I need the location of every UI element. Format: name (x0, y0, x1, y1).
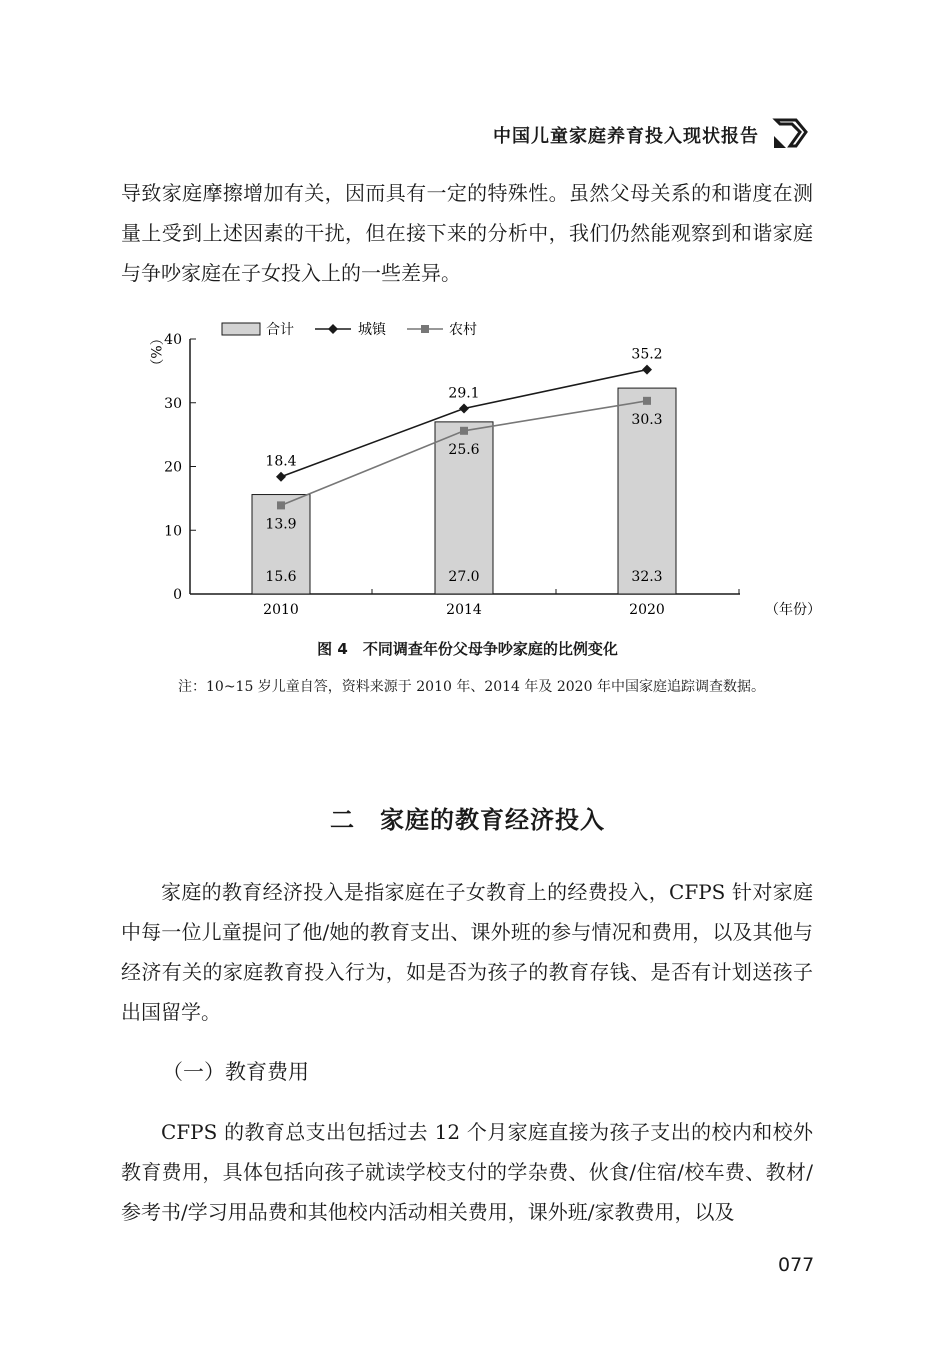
figure-caption: 图 4 不同调查年份父母争吵家庭的比例变化 (317, 640, 618, 658)
urban-value-label: 18.4 (265, 453, 297, 470)
y-axis-label: （%） (147, 331, 163, 373)
y-tick-label: 30 (164, 395, 182, 412)
intro-paragraph: 导致家庭摩擦增加有关，因而具有一定的特殊性。虽然父母关系的和谐度在测量上受到上述因素的干扰，但在接下来的分析中，我们仍然能观察到和谐家庭与争吵家庭在子女投入上的一些差异。 (121, 181, 813, 285)
x-category-label: 2020 (629, 602, 665, 618)
bar-value-label: 32.3 (631, 569, 663, 585)
bar-value-label: 15.6 (265, 569, 297, 585)
chapter-arrow-icon (770, 112, 814, 152)
legend-label-urban: 城镇 (358, 322, 386, 338)
urban-value-label: 29.1 (448, 385, 480, 402)
figure-note: 注：10~15 岁儿童自答，资料来源于 2010 年、2014 年及 2020 年中国家庭追踪调查数据。 (178, 679, 765, 695)
urban-point-marker (459, 403, 469, 413)
urban-point-marker (642, 365, 652, 375)
bar-value-label: 27.0 (448, 569, 480, 585)
legend-label-total: 合计 (266, 322, 294, 338)
rural-point-marker (460, 427, 468, 435)
x-axis-label: （年份） (765, 602, 821, 618)
x-category-label: 2014 (446, 602, 482, 618)
rural-value-label: 30.3 (631, 411, 663, 428)
rural-value-label: 13.9 (265, 516, 297, 533)
y-tick-label: 20 (164, 459, 182, 476)
legend-swatch-total (222, 323, 260, 335)
rural-point-marker (643, 397, 651, 405)
bar-line-chart (125, 312, 821, 632)
running-header-title: 中国儿童家庭养育投入现状报告 (493, 126, 759, 147)
legend-marker-urban (328, 324, 338, 334)
section-paragraph: 家庭的教育经济投入是指家庭在子女教育上的经费投入，CFPS 针对家庭中每一位儿童提问了他/她的教育支出、课外班的参与情况和费用，以及其他与经济有关的家庭教育投入行为，如是否为孩子的教育存钱、是否有计划送孩子出国留学。 (121, 880, 813, 1024)
rural-value-label: 25.6 (448, 441, 480, 458)
y-tick-label: 40 (164, 332, 182, 348)
legend-label-rural: 农村 (449, 322, 477, 338)
urban-point-marker (276, 472, 286, 482)
page-number: 077 (778, 1254, 815, 1276)
subsection-paragraph: CFPS 的教育总支出包括过去 12 个月家庭直接为孩子支出的校内和校外教育费用，具体包括向孩子就读学校支付的学杂费、伙食/住宿/校车费、教材/参考书/学习用品费和其他校内活动相关费用，课外班/家教费用，以及 (121, 1120, 813, 1224)
section-title: 二 家庭的教育经济投入 (330, 806, 605, 834)
y-tick-label: 10 (164, 523, 182, 540)
legend-marker-rural (421, 325, 429, 333)
rural-point-marker (277, 501, 285, 509)
urban-value-label: 35.2 (631, 346, 663, 363)
subsection-title: （一）教育费用 (162, 1060, 309, 1084)
y-tick-label: 0 (173, 587, 182, 603)
x-category-label: 2010 (263, 602, 299, 618)
